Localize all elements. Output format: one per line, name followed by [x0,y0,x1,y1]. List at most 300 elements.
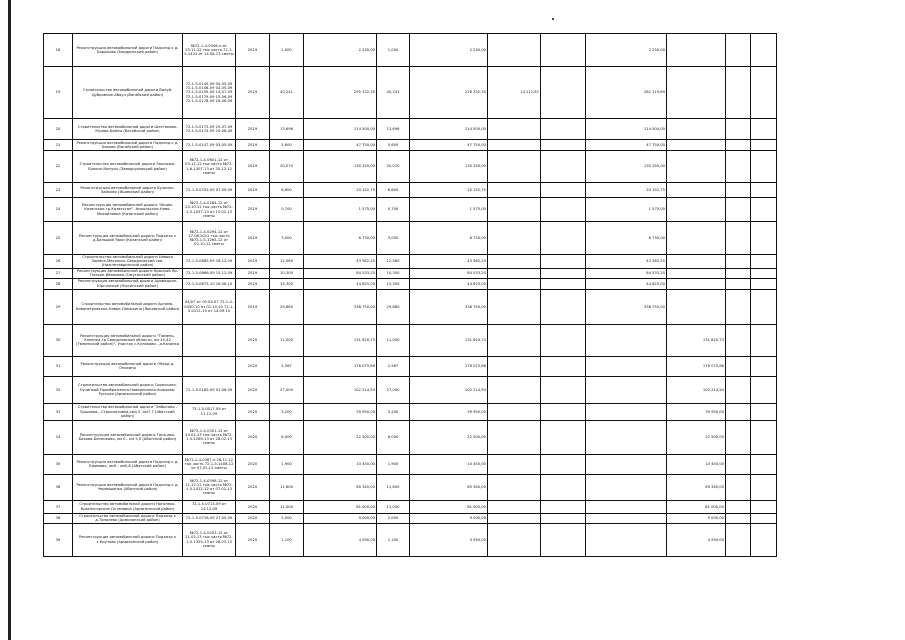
cell-total: 84 533,25 [304,268,377,278]
cell-c5: 81 000,00 [667,500,726,513]
cell-len: 27,000 [270,376,304,403]
cell-num: 22 [44,151,73,183]
cell-total: 44 625,00 [304,278,377,289]
cell-doc: №72-1-4-0284-12 от 24.10.12 тыс.часть №72-1-5-1057-13 от 15.02.13 сметы [183,198,236,222]
cell-c7 [751,500,777,513]
cell-total: 114 500,00 [304,119,377,140]
table-body [44,34,777,557]
cell-c3 [541,119,586,140]
cell-year: 2019 [236,198,270,222]
cell-c7 [751,513,777,523]
cell-c4: 6 750,00 [586,222,667,255]
table-row [44,474,777,500]
cell-name: Строительство автомобильной дороги Артамо-Новопетровское-Новое-Ламыкино (Ярковский район) [73,289,183,324]
cell-c3 [541,278,586,289]
cell-num: 39 [44,523,73,556]
cell-c2 [488,420,541,454]
cell-total: 102 214,50 [304,376,377,403]
cell-c5: 39 950,00 [667,403,726,420]
cell-name: Реконструкция автомобильной дороги Арямацкое-Юргинское (Юргинский район) [73,278,183,289]
cell-c3 [541,198,586,222]
cell-c3 [541,420,586,454]
cell-total: 81 000,00 [304,500,377,513]
cell-num: 34 [44,420,73,454]
cell-num: 28 [44,278,73,289]
cell-num: 32 [44,376,73,403]
table-row [44,356,777,376]
cell-name: Строительство автомобильной дороги "Забытово - Бушаева - Старолотовка,км4,5 -км7,7 (Абатский район) [73,403,183,420]
cell-c3 [541,34,586,67]
table-row [44,289,777,324]
cell-c7 [751,119,777,140]
cell-doc: №72-1-4-0346-п от 25.11.12 тыс.часть 72-1-5-1424 от 14.08.13 сметы [183,34,236,67]
cell-c5 [667,255,726,269]
cell-c3 [541,67,586,119]
cell-doc: 72-1-5-0675-10 16.06.10 [183,278,236,289]
cell-name: Строительство автомобильной дороги Новоая Заимка-Масальск-Свердловский сов. (Нижнетавдинский район) [73,255,183,269]
cell-len: 1,900 [270,454,304,474]
cell-len: 6,600 [270,183,304,198]
cell-c6 [726,474,751,500]
cell-c7 [751,198,777,222]
cell-len: 3,000 [270,222,304,255]
cell-c5 [667,268,726,278]
cell-c7 [751,376,777,403]
cell-c5 [667,34,726,67]
cell-doc [183,324,236,356]
cell-q: 11,000 [377,324,410,356]
cell-num: 30 [44,324,73,356]
table-row [44,500,777,513]
cell-year: 2019 [236,183,270,198]
cell-c1: 130 250,00 [410,151,488,183]
cell-c3 [541,183,586,198]
cell-total: 20 152,75 [304,183,377,198]
cell-len: 1,100 [270,523,304,556]
cell-c7 [751,278,777,289]
cell-year: 2020 [236,403,270,420]
cell-c2 [488,34,541,67]
cell-c4: 1 575,00 [586,198,667,222]
cell-year: 2019 [236,289,270,324]
cell-c2: 14 212,87 [488,67,541,119]
cell-c7 [751,474,777,500]
cell-c4: 47 750,00 [586,140,667,151]
cell-year: 2019 [236,255,270,269]
cell-c6 [726,403,751,420]
cell-c4 [586,523,667,556]
cell-c4: 130 250,00 [586,151,667,183]
cell-c1: 39 950,00 [410,403,488,420]
cell-q: 2,000 [377,513,410,523]
cell-c2 [488,255,541,269]
cell-name: Реконструкция автомобильной дороги "Ишим-Казанское-гр.Казахстан" -Никольское-Ново-Михайловка (Казанский район) [73,198,183,222]
cell-doc: 72-1-5-0716-09 27.05.09 [183,513,236,523]
cell-c4: 84 533,25 [586,268,667,278]
cell-num: 21 [44,140,73,151]
cell-c7 [751,454,777,474]
cell-c7 [751,289,777,324]
cell-c1: 176 075,66 [410,356,488,376]
cell-q: 10,300 [377,268,410,278]
cell-c1: 1 575,00 [410,198,488,222]
cell-year: 2020 [236,376,270,403]
cell-q: 1,100 [377,523,410,556]
cell-year: 2019 [236,278,270,289]
cell-c5 [667,67,726,119]
cell-doc [183,356,236,376]
cell-year: 2019 [236,34,270,67]
cell-doc: 73-1-5-0517-09 от 11.12.09 [183,403,236,420]
cell-c2 [488,500,541,513]
cell-c2 [488,474,541,500]
cell-c2 [488,222,541,255]
cell-doc: №72-1-4-0601-12 от 03.11.12 тыс.часть №72-1-6-1307-13 от 20.12.12 сметы [183,151,236,183]
cell-c2 [488,140,541,151]
cell-c7 [751,403,777,420]
table-row [44,324,777,356]
scan-speck [552,18,554,20]
cell-name: Реконструкция автомобильной дороги Подъезд к д. Барыково (Бердюжский район) [73,34,183,67]
cell-c2 [488,403,541,420]
cell-year: 2020 [236,356,270,376]
cell-c6 [726,151,751,183]
cell-c3 [541,151,586,183]
cell-num: 24 [44,198,73,222]
cell-year: 2020 [236,500,270,513]
cell-c3 [541,403,586,420]
cell-c1: 102 214,50 [410,376,488,403]
cell-doc: №72-1-4-0203-12 от 21.02.13 тыс.часть №72-1-5-1355-13 от 28.03.13 сметы [183,523,236,556]
cell-num: 38 [44,513,73,523]
cell-doc: №72-1-4-0301-12 от 14.01.13 тыс.часть №72-1-5-1269-13 от 28.02.13 сметы [183,420,236,454]
cell-c6 [726,183,751,198]
cell-num: 23 [44,183,73,198]
cell-q: 1,900 [377,454,410,474]
cell-c4: 282 119,69 [586,67,667,119]
cell-year: 2020 [236,513,270,523]
cell-c5 [667,198,726,222]
cell-len: 3,200 [270,403,304,420]
cell-c5: 65 340,00 [667,474,726,500]
cell-c3 [541,376,586,403]
cell-c6 [726,222,751,255]
cell-name: Строительство автомобильной дороги Валуй-Дубровное-Абаул (Вагайский район) [73,67,183,119]
cell-c3 [541,140,586,151]
cell-total: 131 620,73 [304,324,377,356]
cell-c4 [586,376,667,403]
cell-c7 [751,67,777,119]
cell-c7 [751,324,777,356]
cell-len: 2,567 [270,356,304,376]
cell-c4 [586,474,667,500]
cell-c6 [726,255,751,269]
cell-c1: 65 340,00 [410,474,488,500]
cell-c7 [751,222,777,255]
cell-name: Реконструкция автомобильной дороги Подъезд к д. Бакова (Вагайский район) [73,140,183,151]
cell-c7 [751,183,777,198]
cell-c3 [541,324,586,356]
cell-c1: 20 152,75 [410,183,488,198]
cell-c5 [667,278,726,289]
cell-doc: №72-1-4-0294-12 от 17.08.2012 тыс.часть №72-1-5-1265-12 от 02.10.12 сметы [183,222,236,255]
cell-c4: 44 625,00 [586,278,667,289]
cell-num: 29 [44,289,73,324]
cell-c2 [488,376,541,403]
cell-c5 [667,140,726,151]
cell-len: 10,300 [270,268,304,278]
cell-name: Реконструкция автомобильной дороги Ганя-ево-Бокова-Банниково, км 0 - км 5,0 (Абатский район) [73,420,183,454]
cell-year: 2019 [236,222,270,255]
cell-c6 [726,67,751,119]
cell-c5 [667,289,726,324]
cell-c6 [726,324,751,356]
cell-total: 6 750,00 [304,222,377,255]
cell-c7 [751,356,777,376]
cell-doc: 72-1-5-0147-09 03-05-09 [183,140,236,151]
cell-q: 27,000 [377,376,410,403]
table-row [44,523,777,556]
cell-total: 1 575,00 [304,198,377,222]
cell-num: 19 [44,67,73,119]
cell-doc: 72-1-5-0145-09 05-05-09 72-1-5-0146-09 04-05-09 72-1-5-0155-09 14-07-09 72-1-5-0179-09 15-06-09 72-1-5-0178-09 16-06-09 [183,67,236,119]
cell-num: 26 [44,255,73,269]
cell-num: 18 [44,34,73,67]
cell-c5 [667,222,726,255]
cell-q: 3,000 [377,222,410,255]
cell-c2 [488,278,541,289]
cell-total: 338 750,00 [304,289,377,324]
cell-c7 [751,34,777,67]
cell-len: 11,000 [270,324,304,356]
cell-c4 [586,454,667,474]
cell-name: Строительство автомобильной дороги Шестаково-Юрово-Байны (Вагайский район) [73,119,183,140]
cell-len: 5,600 [270,140,304,151]
cell-num: 37 [44,500,73,513]
cell-len: 11,600 [270,474,304,500]
cell-doc: №72-1-4-0398-12 от 11.12.12 тыс.часть №72-1-5-1422-12 от 07.02.13 сметы [183,474,236,500]
cell-c5 [667,119,726,140]
cell-name: Реконструкция автомобильной дороги Подъезд к д. Черемшанка (Абатский район) [73,474,183,500]
table-row [44,34,777,67]
cell-doc: 72-1-5-0685-09 18.12.09 [183,255,236,269]
table-row [44,268,777,278]
cell-q: 2,567 [377,356,410,376]
cell-c5: 176 075,66 [667,356,726,376]
cell-q: 29,660 [377,289,410,324]
cell-total: 130 250,00 [304,151,377,183]
cell-c1: 47 750,00 [410,140,488,151]
cell-c1: 44 625,00 [410,278,488,289]
cell-total: 65 340,00 [304,474,377,500]
cell-total: 43 562,25 [304,255,377,269]
cell-total: 9 000,00 [304,513,377,523]
cell-total: 47 750,00 [304,140,377,151]
table-row [44,198,777,222]
cell-len: 11,000 [270,500,304,513]
cell-c7 [751,523,777,556]
cell-c1: 226 332,35 [410,67,488,119]
cell-c3 [541,222,586,255]
cell-name: Реконструкция автомобильной дороги Красный Яр-Плехан-Ивановка (Омутинский район) [73,268,183,278]
table-row [44,420,777,454]
cell-c6 [726,140,751,151]
cell-num: 20 [44,119,73,140]
cell-q: 20,070 [377,151,410,183]
cell-q: 6,000 [377,420,410,454]
cell-total: 4 950,00 [304,523,377,556]
cell-c2 [488,454,541,474]
cell-q: 12,560 [377,255,410,269]
cell-num: 27 [44,268,73,278]
cell-c5: 102 214,50 [667,376,726,403]
cell-c5 [667,151,726,183]
cell-total: 2 250,00 [304,34,377,67]
cell-c1: 114 500,00 [410,119,488,140]
cell-c1: 9 000,00 [410,513,488,523]
cell-doc: 72-1-5-0702-09 07.09.09 [183,183,236,198]
cell-doc: 72-1-5-0713-09 от 14.12.09 [183,500,236,513]
cell-c1: 6 750,00 [410,222,488,255]
cell-name: Реконструкция автомобильной дороги Подъезд к д.Большой Ярки (Казанский район) [73,222,183,255]
cell-c6 [726,454,751,474]
cell-num: 36 [44,474,73,500]
table-row [44,513,777,523]
cell-name: Реконструкция автомобильной дороги Подъезд к д. Ефимово, км0 - км0,8 (Абатский район) [73,454,183,474]
cell-c2 [488,119,541,140]
cell-c3 [541,268,586,278]
cell-c6 [726,356,751,376]
cell-q: 1,000 [377,34,410,67]
table-row [44,403,777,420]
cell-c5: 22 500,00 [667,420,726,454]
cell-c7 [751,151,777,183]
cell-c5 [667,183,726,198]
cell-len: 0,700 [270,198,304,222]
cell-c4 [586,420,667,454]
cell-q: 6,600 [377,183,410,198]
cell-c6 [726,523,751,556]
cell-doc: 04/07 от 05.04.07 72-1-4-0450-10 от 01.10.10 72-1-5-0151-10 от 14.09.10 [183,289,236,324]
cell-c3 [541,356,586,376]
cell-name: Строительство автомобильной дороги Подъезд к д.Тополево (Армизонский район) [73,513,183,523]
cell-c4: 43 562,25 [586,255,667,269]
cell-c4 [586,403,667,420]
cell-year: 2019 [236,151,270,183]
cell-name: Реконструкция автомобильной дороги Бучкино-Зайково (Ишимский район) [73,183,183,198]
table-row [44,222,777,255]
cell-doc: №72-1-4-0387-п 28.11.12 тыс.часть 72-1-5-1408-12 от 07.02.13 сметы [183,454,236,474]
cell-c1: 131 620,73 [410,324,488,356]
cell-c2 [488,151,541,183]
cell-c5: 4 950,00 [667,523,726,556]
cell-c7 [751,420,777,454]
cell-c4: 2 250,00 [586,34,667,67]
cell-c4 [586,500,667,513]
cell-q: 13,696 [377,119,410,140]
cell-c3 [541,454,586,474]
cell-q: 5,600 [377,140,410,151]
cell-c2 [488,324,541,356]
cell-doc: 72-1-5-0165-09 01.06.09 [183,376,236,403]
cell-len: 2,000 [270,513,304,523]
cell-c3 [541,513,586,523]
cell-len: 13,696 [270,119,304,140]
cell-name: Реконструкция автомобильной дороги "Тюмень-Ханенка-гр.Свердловской области, км 14-42 (Тюменский район)". Участок с.Кулаково - д.Казанка [73,324,183,356]
cell-name: Строительство автомобильной дороги Сорочкино-Лучинкай-Преображенка-Новоильинка-Ушаково-Русская (Армизонский район) [73,376,183,403]
cell-c3 [541,255,586,269]
cell-c1: 81 000,00 [410,500,488,513]
cell-len: 40,241 [270,67,304,119]
cell-year: 2019 [236,268,270,278]
table-row [44,119,777,140]
cell-c2 [488,513,541,523]
cell-c1: 10 450,00 [410,454,488,474]
cell-q: 15,300 [377,278,410,289]
scan-edge-line [8,0,11,640]
cell-c3 [541,500,586,513]
cell-c2 [488,523,541,556]
cell-c6 [726,119,751,140]
cell-c1: 2 250,00 [410,34,488,67]
cell-c4: 338 750,00 [586,289,667,324]
cell-c6 [726,268,751,278]
cell-q: 40,241 [377,67,410,119]
cell-c6 [726,278,751,289]
cell-c6 [726,376,751,403]
cell-c1: 4 950,00 [410,523,488,556]
table-row [44,151,777,183]
cell-year: 2020 [236,420,270,454]
cell-total: 176 075,66 [304,356,377,376]
cell-num: 33 [44,403,73,420]
cell-total: 295 332,35 [304,67,377,119]
cell-doc: 72-1-5-0173-09 25-07-09 72-1-5-0174-09 24-06-09 [183,119,236,140]
cell-q: 0,700 [377,198,410,222]
cell-c6 [726,420,751,454]
cell-len: 29,660 [270,289,304,324]
cell-c2 [488,183,541,198]
cell-c6 [726,289,751,324]
cell-c2 [488,356,541,376]
table-row [44,255,777,269]
table-row [44,278,777,289]
cell-total: 10 450,00 [304,454,377,474]
cell-q: 11,000 [377,500,410,513]
cell-q: 3,200 [377,403,410,420]
cell-year: 2020 [236,454,270,474]
cell-year: 2019 [236,140,270,151]
cell-len: 15,300 [270,278,304,289]
cell-c6 [726,500,751,513]
cell-name: Строительство автомобильной дороги Заклыжи-Ерохин-Митусы (Заводоуковский район) [73,151,183,183]
cell-c4 [586,356,667,376]
cell-c5: 131 620,73 [667,324,726,356]
cell-c7 [751,255,777,269]
cell-len: 12,560 [270,255,304,269]
table-row [44,140,777,151]
cell-num: 35 [44,454,73,474]
cell-c4: 114 500,00 [586,119,667,140]
cell-year: 2020 [236,324,270,356]
cell-c7 [751,268,777,278]
cell-len: 20,070 [270,151,304,183]
cell-len: 6,000 [270,420,304,454]
cell-c1: 338 750,00 [410,289,488,324]
cell-c1: 84 533,25 [410,268,488,278]
cell-year: 2019 [236,67,270,119]
cell-c2 [488,289,541,324]
